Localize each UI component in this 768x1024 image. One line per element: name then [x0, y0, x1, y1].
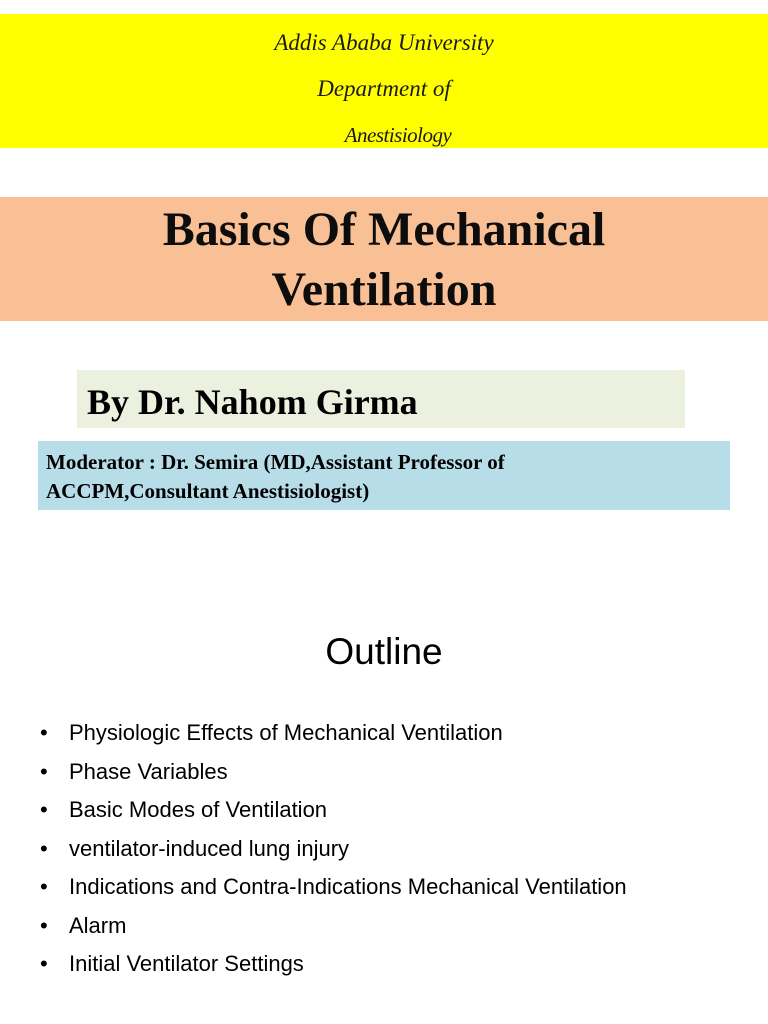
outline-list [40, 714, 627, 984]
bullet-icon: • [40, 720, 48, 745]
bullet-icon: • [40, 912, 48, 938]
slide-title-line-1: Basics Of Mechanical [162, 203, 606, 256]
moderator-line-1: Moderator : Dr. Semira (MD,Assistant Professor of [46, 450, 505, 474]
list-item-text: Physiologic Effects of Mechanical Ventilation [69, 720, 503, 745]
department-name: Anestisiology [344, 123, 452, 147]
slide-title [0, 200, 768, 320]
list-item-text: Alarm [69, 912, 127, 938]
bullet-icon: • [40, 874, 48, 899]
bullet-icon: • [40, 951, 48, 976]
list-item-text: Indications and Contra-Indications Mechanical Ventilation [69, 874, 627, 899]
slide-title-line-2: Ventilation [271, 263, 497, 316]
list-item [40, 791, 627, 830]
moderator-line-2: ACCPM,Consultant Anestisiologist) [46, 479, 370, 503]
list-item [40, 753, 627, 792]
outline-heading: Outline [325, 631, 443, 672]
list-item [40, 945, 627, 984]
list-item [40, 868, 627, 907]
list-item-text: Initial Ventilator Settings [69, 951, 304, 976]
moderator-info [46, 448, 706, 506]
list-item-text: Phase Variables [69, 758, 228, 784]
bullet-icon: • [40, 797, 48, 822]
list-item [40, 830, 627, 869]
department-label: Department of [317, 76, 451, 101]
list-item-text: Basic Modes of Ventilation [69, 797, 328, 822]
bullet-icon: • [40, 835, 48, 861]
list-item [40, 907, 627, 946]
list-item-text: ventilator-induced lung injury [69, 835, 350, 861]
bullet-icon: • [40, 758, 48, 784]
author-name: By Dr. Nahom Girma [87, 382, 418, 422]
list-item [40, 714, 627, 753]
university-name: Addis Ababa University [274, 30, 494, 55]
